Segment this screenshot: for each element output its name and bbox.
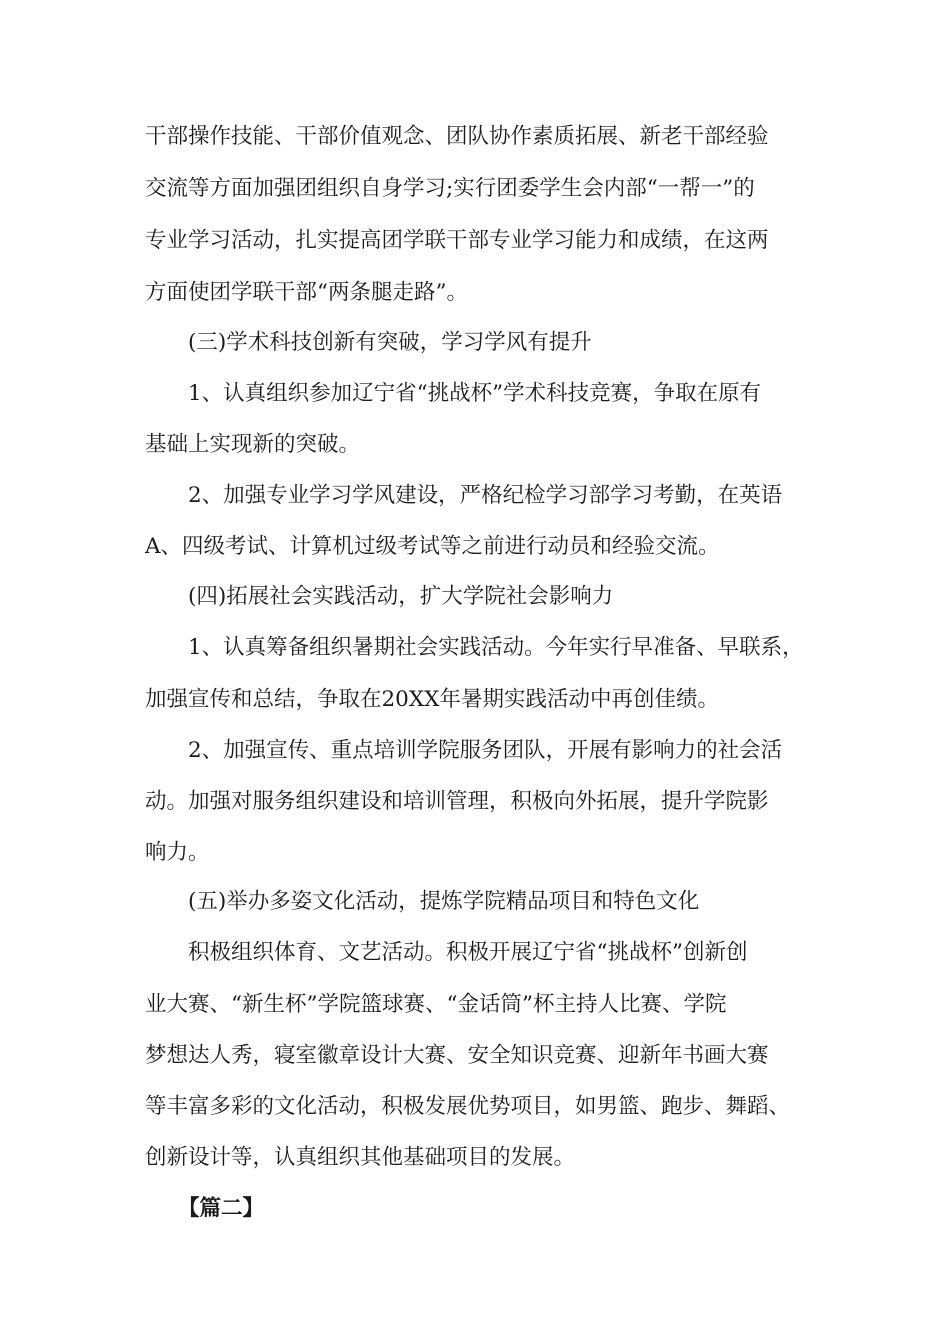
paragraph-line: 方面使团学联干部“两条腿走路”。 [145,280,468,305]
paragraph-line: 1、认真组织参加辽宁省“挑战杯”学术科技竞赛，争取在原有 [188,381,762,406]
part-two-heading: 【篇二】 [178,1196,265,1221]
paragraph-line: 动。加强对服务组织建设和培训管理，积极向外拓展，提升学院影 [145,789,769,814]
paragraph-line: 2、加强宣传、重点培训学院服务团队，开展有影响力的社会活 [188,738,783,763]
paragraph-line: 加强宣传和总结，争取在20XX年暑期实践活动中再创佳绩。 [145,687,719,712]
section-heading-three: (三)学术科技创新有突破，学习学风有提升 [188,330,592,355]
paragraph-line: 业大赛、“新生杯”学院篮球赛、“金话筒”杯主持人比赛、学院 [145,992,727,1017]
section-heading-five: (五)举办多姿文化活动，提炼学院精品项目和特色文化 [188,889,700,914]
paragraph-line: 干部操作技能、干部价值观念、团队协作素质拓展、新老干部经验 [145,124,769,149]
paragraph-line: 2、加强专业学习学风建设，严格纪检学习部学习考勤，在英语 [188,483,783,508]
paragraph-line: 交流等方面加强团组织自身学习;实行团委学生会内部“一帮一”的 [145,176,755,201]
paragraph-line: 响力。 [145,840,210,865]
paragraph-line: A、四级考试、计算机过级考试等之前进行动员和经验交流。 [145,534,720,559]
paragraph-line: 梦想达人秀，寝室徽章设计大赛、安全知识竞赛、迎新年书画大赛 [145,1043,769,1068]
paragraph-line: 创新设计等，认真组织其他基础项目的发展。 [145,1145,576,1170]
paragraph-line: 积极组织体育、文艺活动。积极开展辽宁省“挑战杯”创新创 [188,940,748,965]
section-heading-four: (四)拓展社会实践活动，扩大学院社会影响力 [188,584,614,609]
paragraph-line: 1、认真筹备组织暑期社会实践活动。今年实行早准备、早联系， [188,635,804,660]
paragraph-line: 等丰富多彩的文化活动，积极发展优势项目，如男篮、跑步、舞蹈、 [145,1094,791,1119]
paragraph-line: 基础上实现新的突破。 [145,432,361,457]
paragraph-line: 专业学习活动，扎实提高团学联干部专业学习能力和成绩，在这两 [145,228,769,253]
